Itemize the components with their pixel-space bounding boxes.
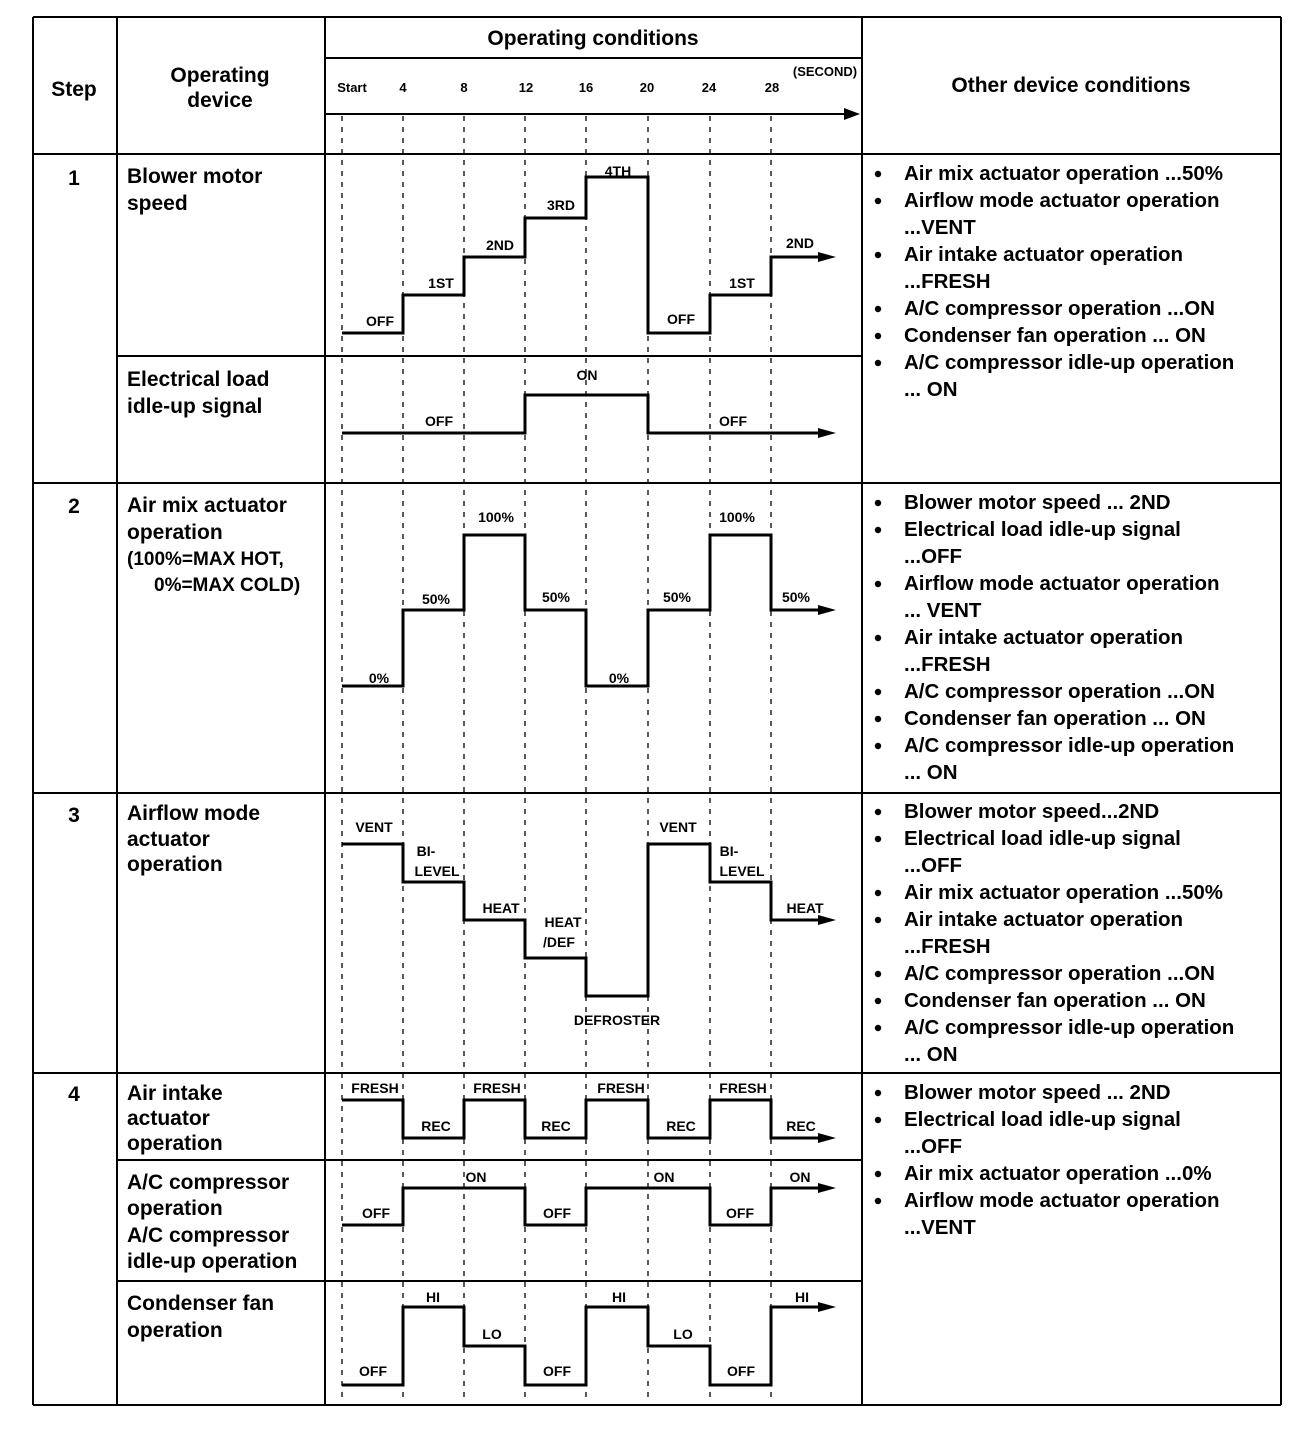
other-condition-4-3-1: ...VENT <box>904 1216 976 1239</box>
step-number-4: 4 <box>68 1083 80 1106</box>
other-condition-2-3-0: Air intake actuator operation <box>904 626 1184 649</box>
wave-condenser-fan-arrowhead <box>818 1302 836 1312</box>
airflow-label-0: VENT <box>355 819 393 835</box>
wave-air-mix-actuator <box>342 509 836 686</box>
other-conditions-step-2 <box>875 491 1235 784</box>
header-operating-device-line1: Operating <box>170 64 270 87</box>
other-condition-1-1-0: Airflow mode actuator operation <box>904 189 1220 212</box>
wave-air-intake-actuator-arrowhead <box>818 1133 836 1143</box>
bullet-icon <box>875 527 881 533</box>
header-operating-conditions: Operating conditions <box>487 27 699 50</box>
bullet-icon <box>875 581 881 587</box>
airflow-label-10: HEAT <box>786 900 824 916</box>
accomp-label-1: ON <box>465 1169 487 1185</box>
intake-label-5: REC <box>666 1118 696 1134</box>
bullet-icon <box>875 360 881 366</box>
airmix-label-0: 0% <box>368 670 390 686</box>
condfan-label-3: OFF <box>543 1363 571 1379</box>
accomp-label-2: OFF <box>543 1205 571 1221</box>
airmix-label-7: 50% <box>781 589 811 605</box>
device-air-mix-line3: (100%=MAX HOT, <box>127 549 284 570</box>
bullet-icon <box>875 635 881 641</box>
blower-label-1: 1ST <box>428 275 454 291</box>
other-conditions-step-1 <box>875 162 1235 401</box>
condfan-label-7: HI <box>795 1289 809 1305</box>
bullet-icon <box>875 1090 881 1096</box>
wave-condenser-fan <box>342 1289 836 1385</box>
operating-device-names <box>127 165 300 1342</box>
airflow-label-2: LEVEL <box>414 863 460 879</box>
time-axis <box>326 64 860 120</box>
device-electrical-load-line1: Electrical load <box>127 368 270 391</box>
time-tick-24: 24 <box>701 80 717 95</box>
wave-blower-motor-speed-arrowhead <box>818 252 836 262</box>
wave-air-mix-actuator-line <box>342 535 818 686</box>
blower-label-6: 1ST <box>729 275 755 291</box>
blower-label-3: 3RD <box>546 197 576 213</box>
device-air-mix-line2: operation <box>127 521 223 544</box>
airmix-label-1: 50% <box>421 591 451 607</box>
other-condition-2-0-0: Blower motor speed ... 2ND <box>904 491 1171 514</box>
elec-label-1: ON <box>576 367 598 383</box>
bullet-icon <box>875 809 881 815</box>
other-condition-2-3-1: ...FRESH <box>904 653 991 676</box>
airflow-label-4: HEAT <box>544 914 582 930</box>
bullet-icon <box>875 306 881 312</box>
other-condition-3-4-0: A/C compressor operation ...ON <box>904 962 1215 985</box>
condfan-label-5: LO <box>673 1326 693 1342</box>
device-airflow-mode-line1: Airflow mode <box>127 802 261 825</box>
table-header <box>51 27 1190 112</box>
time-axis-arrowhead <box>844 108 860 120</box>
airflow-label-1: BI- <box>416 843 436 859</box>
device-airflow-mode-line2: actuator <box>127 828 210 851</box>
other-condition-2-4-0: A/C compressor operation ...ON <box>904 680 1215 703</box>
accomp-label-3: ON <box>653 1169 675 1185</box>
time-tick-12: 12 <box>518 80 534 95</box>
bullet-icon <box>875 1198 881 1204</box>
other-condition-1-5-0: A/C compressor idle-up operation <box>904 351 1235 374</box>
wave-air-mix-actuator-arrowhead <box>818 605 836 615</box>
condfan-label-6: OFF <box>727 1363 755 1379</box>
bullet-icon <box>875 689 881 695</box>
intake-label-2: FRESH <box>473 1080 521 1096</box>
other-condition-3-6-0: A/C compressor idle-up operation <box>904 1016 1235 1039</box>
wave-blower-motor-speed-line <box>342 177 818 333</box>
time-tick-16: 16 <box>578 80 594 95</box>
airmix-label-3: 50% <box>541 589 571 605</box>
other-condition-3-6-1: ... ON <box>904 1043 958 1066</box>
bullet-icon <box>875 252 881 258</box>
bullet-icon <box>875 890 881 896</box>
time-tick-20: 20 <box>639 80 655 95</box>
operating-waveforms <box>342 163 836 1385</box>
wave-airflow-mode-actuator-arrowhead <box>818 915 836 925</box>
airmix-label-6: 100% <box>719 509 755 525</box>
condfan-label-0: OFF <box>359 1363 387 1379</box>
time-tick-start: Start <box>337 80 367 95</box>
wave-electrical-load-idle-up-arrowhead <box>818 428 836 438</box>
other-condition-3-3-0: Air intake actuator operation <box>904 908 1184 931</box>
other-condition-1-4-0: Condenser fan operation ... ON <box>904 324 1206 347</box>
device-ac-compressor-line2: operation <box>127 1197 223 1220</box>
other-condition-3-0-0: Blower motor speed...2ND <box>904 800 1160 823</box>
bullet-icon <box>875 836 881 842</box>
step-numbers <box>68 167 80 1106</box>
blower-label-0: OFF <box>366 313 394 329</box>
other-condition-2-2-0: Airflow mode actuator operation <box>904 572 1220 595</box>
blower-label-7: 2ND <box>785 235 815 251</box>
bullet-icon <box>875 998 881 1004</box>
time-tick-4: 4 <box>399 80 407 95</box>
header-operating-device-line2: device <box>187 89 253 112</box>
step-number-3: 3 <box>68 804 80 827</box>
bullet-icon <box>875 716 881 722</box>
intake-label-3: REC <box>541 1118 571 1134</box>
condfan-label-1: HI <box>426 1289 440 1305</box>
condfan-label-2: LO <box>482 1326 502 1342</box>
other-condition-3-1-0: Electrical load idle-up signal <box>904 827 1181 850</box>
device-condenser-fan-line1: Condenser fan <box>127 1292 275 1315</box>
other-condition-4-0-0: Blower motor speed ... 2ND <box>904 1081 1171 1104</box>
accomp-label-5: ON <box>789 1169 811 1185</box>
wave-air-intake-actuator-line <box>342 1100 818 1138</box>
other-condition-4-1-1: ...OFF <box>904 1135 963 1158</box>
bullet-icon <box>875 917 881 923</box>
airflow-label-5: /DEF <box>543 934 575 950</box>
blower-label-2: 2ND <box>485 237 515 253</box>
device-ac-compressor-line4: idle-up operation <box>127 1250 298 1273</box>
other-condition-3-5-0: Condenser fan operation ... ON <box>904 989 1206 1012</box>
device-ac-compressor-line1: A/C compressor <box>127 1171 290 1194</box>
bullet-icon <box>875 1171 881 1177</box>
device-air-intake-line2: actuator <box>127 1107 210 1130</box>
intake-label-4: FRESH <box>597 1080 645 1096</box>
intake-label-7: REC <box>786 1118 816 1134</box>
intake-label-6: FRESH <box>719 1080 767 1096</box>
bullet-icon <box>875 743 881 749</box>
wave-airflow-mode-actuator <box>342 819 836 1028</box>
wave-blower-motor-speed <box>342 163 836 333</box>
other-condition-1-1-1: ...VENT <box>904 216 976 239</box>
device-air-mix-line4: 0%=MAX COLD) <box>154 575 301 596</box>
bullet-icon <box>875 171 881 177</box>
device-condenser-fan-line2: operation <box>127 1319 223 1342</box>
device-blower-motor-line2: speed <box>127 192 188 215</box>
airflow-label-3: HEAT <box>482 900 520 916</box>
bullet-icon <box>875 1117 881 1123</box>
blower-label-5: OFF <box>667 311 695 327</box>
other-condition-2-6-0: A/C compressor idle-up operation <box>904 734 1235 757</box>
time-unit-label: (SECOND) <box>792 64 858 79</box>
other-conditions-step-3 <box>875 800 1235 1066</box>
device-ac-compressor-line3: A/C compressor <box>127 1224 290 1247</box>
airflow-label-7: VENT <box>659 819 697 835</box>
other-condition-1-2-0: Air intake actuator operation <box>904 243 1184 266</box>
other-condition-2-2-1: ... VENT <box>904 599 982 622</box>
other-condition-4-1-0: Electrical load idle-up signal <box>904 1108 1181 1131</box>
other-condition-2-6-1: ... ON <box>904 761 958 784</box>
airmix-label-2: 100% <box>478 509 514 525</box>
airmix-label-4: 0% <box>608 670 630 686</box>
elec-label-2: OFF <box>719 413 747 429</box>
device-air-mix-line1: Air mix actuator <box>127 494 287 517</box>
time-tick-labels <box>337 80 779 95</box>
device-airflow-mode-line3: operation <box>127 853 223 876</box>
time-tick-8: 8 <box>460 80 468 95</box>
other-condition-3-3-1: ...FRESH <box>904 935 991 958</box>
device-electrical-load-line2: idle-up signal <box>127 395 263 418</box>
intake-label-0: FRESH <box>351 1080 399 1096</box>
device-blower-motor-line1: Blower motor <box>127 165 263 188</box>
other-condition-3-1-1: ...OFF <box>904 854 963 877</box>
airflow-label-9: LEVEL <box>719 863 765 879</box>
other-condition-3-2-0: Air mix actuator operation ...50% <box>904 881 1223 904</box>
other-device-conditions <box>875 162 1235 1239</box>
device-air-intake-line1: Air intake <box>127 1082 223 1105</box>
other-condition-4-2-0: Air mix actuator operation ...0% <box>904 1162 1212 1185</box>
other-condition-2-5-0: Condenser fan operation ... ON <box>904 707 1206 730</box>
bullet-icon <box>875 1025 881 1031</box>
airflow-label-6: DEFROSTER <box>573 1012 661 1028</box>
accomp-label-4: OFF <box>726 1205 754 1221</box>
other-condition-4-3-0: Airflow mode actuator operation <box>904 1189 1220 1212</box>
bullet-icon <box>875 198 881 204</box>
airmix-label-5: 50% <box>662 589 692 605</box>
header-step: Step <box>51 78 97 101</box>
wave-electrical-load-idle-up <box>342 367 836 438</box>
bullet-icon <box>875 333 881 339</box>
header-other-device-conditions: Other device conditions <box>951 74 1191 97</box>
bullet-icon <box>875 500 881 506</box>
elec-label-0: OFF <box>425 413 453 429</box>
wave-ac-compressor-arrowhead <box>818 1183 836 1193</box>
accomp-label-0: OFF <box>362 1205 390 1221</box>
step-number-1: 1 <box>68 167 80 190</box>
blower-label-4: 4TH <box>604 163 632 179</box>
other-condition-1-3-0: A/C compressor operation ...ON <box>904 297 1215 320</box>
device-air-intake-line3: operation <box>127 1132 223 1155</box>
intake-label-1: REC <box>421 1118 451 1134</box>
other-condition-1-2-1: ...FRESH <box>904 270 991 293</box>
wave-air-intake-actuator <box>342 1080 836 1143</box>
airflow-label-8: BI- <box>719 843 739 859</box>
time-tick-28: 28 <box>764 80 780 95</box>
step-number-2: 2 <box>68 495 80 518</box>
other-conditions-step-4 <box>875 1081 1220 1239</box>
other-condition-2-1-1: ...OFF <box>904 545 963 568</box>
wave-ac-compressor <box>342 1169 836 1225</box>
other-condition-2-1-0: Electrical load idle-up signal <box>904 518 1181 541</box>
condfan-label-4: HI <box>612 1289 626 1305</box>
other-condition-1-5-1: ... ON <box>904 378 958 401</box>
bullet-icon <box>875 971 881 977</box>
other-condition-1-0-0: Air mix actuator operation ...50% <box>904 162 1223 185</box>
